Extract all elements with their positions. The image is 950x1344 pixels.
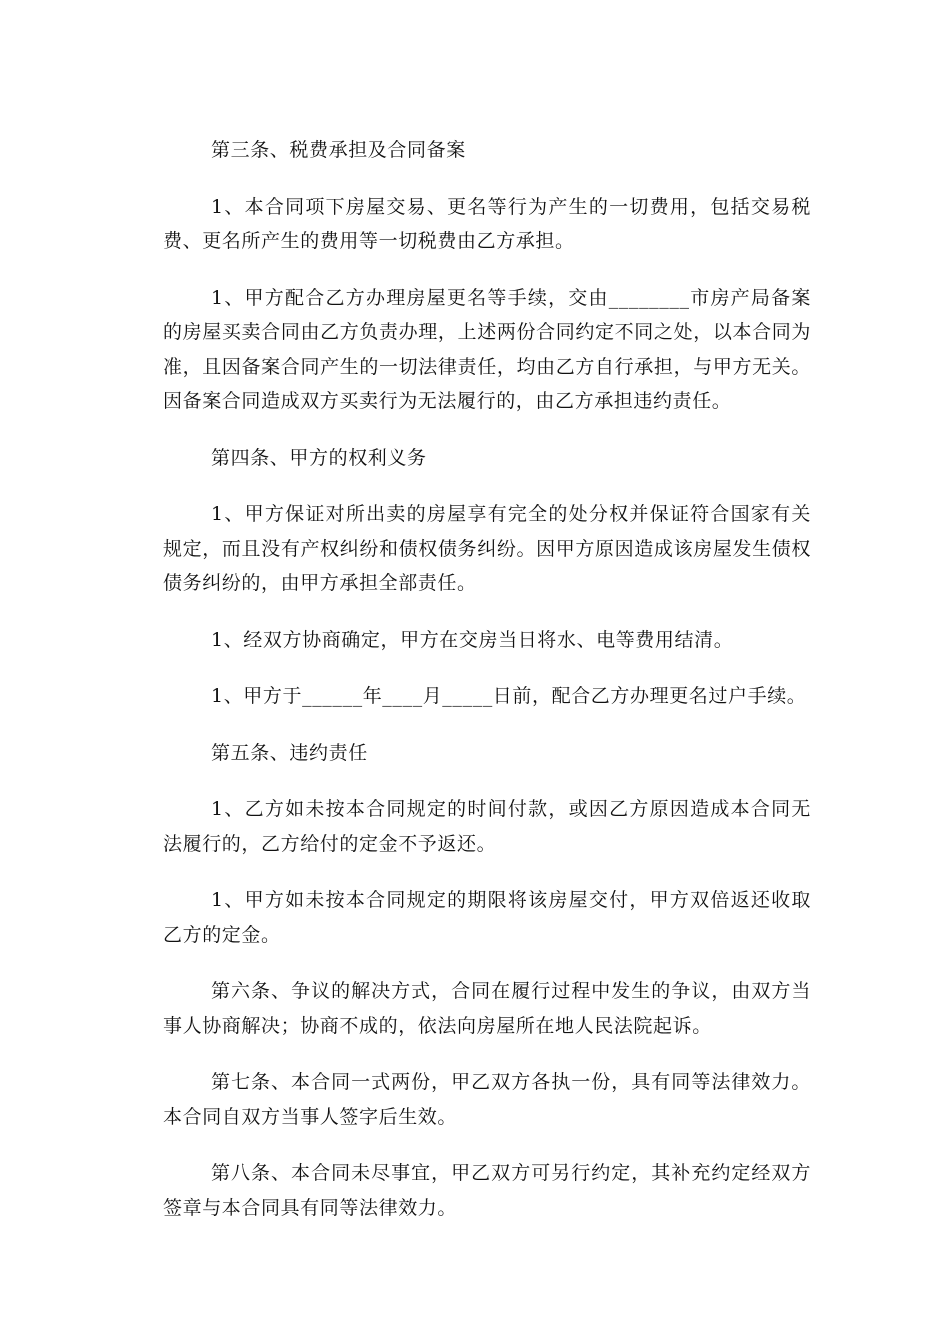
article-5-heading: 第五条、违约责任 — [211, 741, 368, 764]
article-4-heading: 第四条、甲方的权利义务 — [211, 446, 427, 469]
article-4-clause-utilities: 1、经双方协商确定，甲方在交房当日将水、电等费用结清。 — [211, 628, 734, 651]
article-4-clause-transfer-date: 1、甲方于______年____月_____日前，配合乙方办理更名过户手续。 — [211, 685, 807, 707]
article-4-clause-ownership: 1、甲方保证对所出卖的房屋享有完全的处分权并保证符合国家有关规定，而且没有产权纠纷和债权债务纠纷。因甲方原因造成该房屋发生债权债务纠纷的，由甲方承担全部责任。 — [163, 503, 811, 594]
article-8-supplement: 第八条、本合同未尽事宜，甲乙双方可另行约定，其补充约定经双方签章与本合同具有同等法律效力。 — [163, 1162, 811, 1219]
article-5-clause-seller-breach: 1、甲方如未按本合同规定的期限将该房屋交付，甲方双倍返还收取乙方的定金。 — [163, 889, 811, 946]
article-6-dispute: 第六条、争议的解决方式，合同在履行过程中发生的争议，由双方当事人协商解决；协商不成的，依法向房屋所在地人民法院起诉。 — [163, 980, 811, 1037]
article-7-copies: 第七条、本合同一式两份，甲乙双方各执一份，具有同等法律效力。本合同自双方当事人签字后生效。 — [163, 1071, 811, 1128]
article-3-clause-filing: 1、甲方配合乙方办理房屋更名等手续，交由________市房产局备案的房屋买卖合同由乙方负责办理，上述两份合同约定不同之处，以本合同为准，且因备案合同产生的一切法律责任，均由乙方自行承担，与甲方无关。因备案合同造成双方买卖行为无法履行的，由乙方承担违约责任。 — [163, 286, 811, 412]
article-3-clause-taxes: 1、本合同项下房屋交易、更名等行为产生的一切费用，包括交易税费、更名所产生的费用等一切税费由乙方承担。 — [163, 195, 811, 252]
article-5-clause-buyer-breach: 1、乙方如未按本合同规定的时间付款，或因乙方原因造成本合同无法履行的，乙方给付的定金不予返还。 — [163, 798, 811, 855]
document-body — [163, 133, 811, 1247]
article-3-heading: 第三条、税费承担及合同备案 — [211, 139, 466, 161]
